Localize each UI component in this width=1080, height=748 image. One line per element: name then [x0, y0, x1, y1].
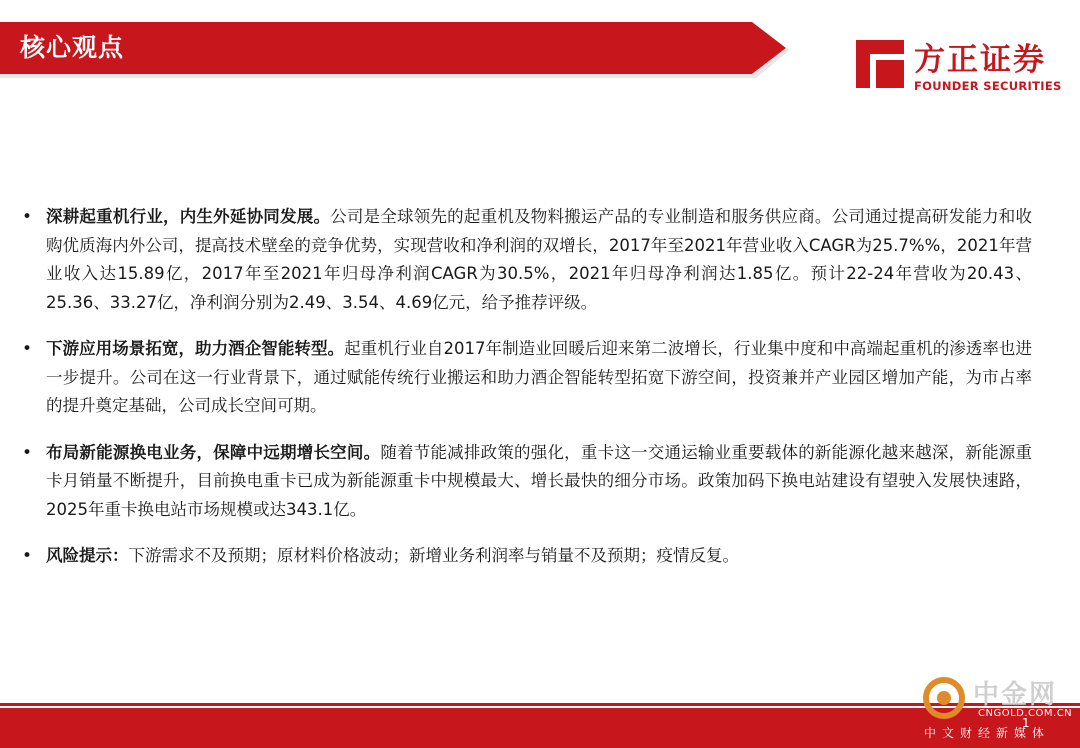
- founder-logo-mark-icon: [852, 36, 908, 92]
- point-lead: 风险提示：: [46, 546, 129, 565]
- logo-english-name: FOUNDER SECURITIES: [914, 79, 1062, 93]
- list-item: [22, 439, 1032, 525]
- bullet-icon: •: [22, 546, 33, 566]
- point-body: 起重机行业自2017年制造业回暖后迎来第二波增长，行业集中度和中高端起重机的渗透率也进一步提升。公司在这一行业背景下，通过赋能传统行业搬运和助力酒企智能转型拓宽下游空间，投资兼并产业园区增加产能，为市占率的提升奠定基础，公司成长空间可期。: [46, 339, 1032, 415]
- watermark-name: 中金网: [973, 680, 1058, 710]
- logo-chinese-name: 方正证券: [914, 42, 1046, 78]
- bullet-icon: •: [22, 339, 33, 359]
- point-body: 公司是全球领先的起重机及物料搬运产品的专业制造和服务供应商。公司通过提高研发能力和收购优质海内外公司，提高技术壁垒的竞争优势，实现营收和净利润的双增长，2017年至2021年营业收入CAGR为25.7%%，2021年营业收入达15.89亿，2017年至2021年归母净利润CAGR为30.5%，2021年归母净利润达1.85亿。预计22-24年营收为20.43、25.36、33.27亿，净利润分别为2.49、3.54、4.69亿元，给予推荐评级。: [46, 207, 1033, 312]
- key-points-list: [22, 203, 1032, 589]
- watermark-logo-icon: [922, 676, 966, 720]
- watermark-tagline: 中文财经新媒体: [924, 726, 1051, 740]
- point-lead: 下游应用场景拓宽，助力酒企智能转型。: [46, 339, 345, 358]
- bullet-icon: •: [22, 442, 33, 463]
- point-lead: 深耕起重机行业，内生外延协同发展。: [46, 207, 331, 226]
- list-item: [22, 335, 1032, 421]
- list-item: [22, 203, 1032, 317]
- point-body: 随着节能减排政策的强化，重卡这一交通运输业重要载体的新能源化越来越深，新能源重卡月销量不断提升，目前换电重卡已成为新能源重卡中规模最大、增长最快的细分市场。政策加码下换电站建设有望驶入发展快速路，2025年重卡换电站市场规模或达343.1亿。: [46, 442, 1033, 519]
- founder-securities-logo: [852, 34, 1067, 98]
- page-number: 1: [1022, 716, 1030, 730]
- point-text: [46, 439, 1032, 525]
- point-text: [46, 542, 1032, 571]
- watermark-domain: CNGOLD.COM.CN: [978, 708, 1073, 719]
- page-title: 核心观点: [20, 33, 125, 62]
- point-body: 下游需求不及预期；原材料价格波动；新增业务利润率与销量不及预期；疫情反复。: [128, 546, 739, 565]
- point-text: [46, 335, 1032, 421]
- watermark: [918, 672, 1078, 748]
- point-lead: 布局新能源换电业务，保障中远期增长空间。: [46, 442, 381, 462]
- list-item: [22, 542, 1032, 571]
- bullet-icon: •: [22, 207, 33, 227]
- point-text: [46, 203, 1032, 317]
